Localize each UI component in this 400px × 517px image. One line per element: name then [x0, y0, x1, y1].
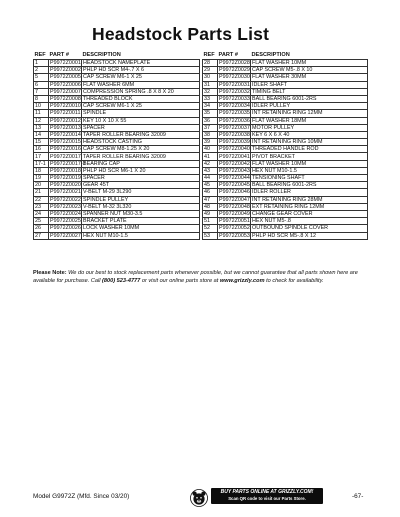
- ref-cell: 17-1: [34, 160, 49, 167]
- table-row: [203, 88, 368, 95]
- table-row: [203, 218, 368, 225]
- description-cell: KEY 6 X 6 X 40: [251, 131, 368, 138]
- part-number-cell: P9972Z0048: [219, 203, 250, 210]
- table-row: [203, 210, 368, 217]
- description-cell: BALL BEARING 6001-2RS: [251, 95, 368, 102]
- part-number-cell: P9972Z0037: [219, 124, 250, 131]
- table-row: [203, 189, 368, 196]
- part-number-cell: P9972Z0046: [219, 189, 250, 196]
- ref-cell: 36: [203, 117, 218, 124]
- description-cell: OUTBOUND SPINDLE COVER: [251, 225, 368, 232]
- part-number-cell: P9972Z0044: [219, 175, 250, 182]
- table-row: [203, 110, 368, 117]
- part-number-cell: P9972Z0016: [50, 146, 81, 153]
- table-row: [34, 175, 200, 182]
- description-cell: PHLP HD SCR M5-.8 X 12: [251, 232, 368, 239]
- table-row: [34, 67, 200, 74]
- part-number-cell: P9972Z0038: [219, 131, 250, 138]
- description-cell: CAP SCREW M5-.8 X 10: [251, 67, 368, 74]
- parts-online-banner[interactable]: [211, 488, 323, 504]
- table-row: [34, 88, 200, 95]
- note-text: to check for availability.: [264, 278, 324, 284]
- table-row: [203, 146, 368, 153]
- part-number-cell: P9972Z0034: [219, 103, 250, 110]
- ref-cell: 10: [34, 103, 49, 110]
- ref-cell: 31: [203, 81, 218, 88]
- note-text: or visit our online parts store at: [140, 278, 220, 284]
- description-column-header: DESCRIPTION: [82, 52, 121, 58]
- ref-cell: 25: [34, 218, 49, 225]
- description-cell: PIVOT BRACKET: [251, 153, 368, 160]
- part-number-cell: P9972Z0017-1: [50, 160, 86, 167]
- ref-cell: 17: [34, 153, 49, 160]
- table-row: [34, 117, 200, 124]
- part-number-cell: P9972Z0030: [219, 74, 250, 81]
- table-row: [203, 117, 368, 124]
- part-number-cell: P9972Z0035: [219, 110, 250, 117]
- table-row: [34, 146, 200, 153]
- part-number-cell: P9972Z0028: [219, 60, 250, 67]
- description-cell: THREADED HANDLE ROD: [251, 146, 368, 153]
- table-row: [34, 124, 200, 131]
- description-cell: PHLP HD SCR M6-1 X 20: [82, 167, 200, 174]
- ref-cell: 27: [34, 232, 49, 239]
- ref-cell: 16: [34, 146, 49, 153]
- description-cell: FLAT WASHER 6MM: [82, 81, 200, 88]
- ref-cell: 52: [203, 225, 218, 232]
- ref-cell: 1: [34, 60, 49, 67]
- part-number-cell: P9972Z0047: [219, 196, 250, 203]
- description-cell: IDLER ROLLER: [251, 189, 368, 196]
- description-cell: V-BELT M-32 3L320: [82, 203, 200, 210]
- note-label: Please Note:: [33, 270, 67, 276]
- ref-cell: 11: [34, 110, 49, 117]
- table-row: [34, 182, 200, 189]
- description-cell: THREADED BLOCK: [82, 95, 200, 102]
- table-row: [203, 139, 368, 146]
- part-number-cell: P9972Z0039: [219, 139, 250, 146]
- table-row: [34, 196, 200, 203]
- part-number-cell: P9972Z0032: [219, 88, 250, 95]
- description-cell: IDLER SHAFT: [251, 81, 368, 88]
- ref-cell: 21: [34, 189, 49, 196]
- ref-cell: 28: [203, 60, 218, 67]
- ref-cell: 37: [203, 124, 218, 131]
- ref-cell: 44: [203, 175, 218, 182]
- table-row: [203, 225, 368, 232]
- part-number-column-header: PART #: [218, 52, 238, 58]
- table-row: [34, 232, 200, 239]
- ref-cell: 34: [203, 103, 218, 110]
- page-number: -67-: [352, 493, 364, 500]
- part-number-cell: P9972Z0041: [219, 153, 250, 160]
- model-footer: Model G9972Z (Mfd. Since 03/20): [33, 493, 130, 500]
- part-number-cell: P9972Z0052: [219, 225, 250, 232]
- description-cell: PHLP HD SCR M4-.7 X 6: [82, 67, 200, 74]
- table-header-row: [34, 51, 200, 60]
- description-cell: HEADSTOCK NAMEPLATE: [82, 60, 200, 67]
- description-cell: MOTOR PULLEY: [251, 124, 368, 131]
- parts-tables: [33, 51, 368, 240]
- description-cell: CAP SCREW M6-1 X 25: [82, 103, 200, 110]
- description-cell: CAP SCREW M6-1 X 25: [82, 74, 200, 81]
- table-row: [203, 103, 368, 110]
- part-number-column-header: PART #: [49, 52, 69, 58]
- ref-cell: 7: [34, 88, 49, 95]
- part-number-cell: P9972Z0042: [219, 160, 250, 167]
- ref-cell: 29: [203, 67, 218, 74]
- table-row: [203, 153, 368, 160]
- table-row: [34, 60, 200, 67]
- description-cell: FLAT WASHER 10MM: [251, 160, 368, 167]
- description-cell: SPACER: [82, 175, 200, 182]
- ref-cell: 46: [203, 189, 218, 196]
- table-row: [203, 232, 368, 239]
- ref-cell: 40: [203, 146, 218, 153]
- description-cell: SPACER: [82, 124, 200, 131]
- parts-store-link[interactable]: www.grizzly.com: [219, 278, 265, 284]
- part-number-cell: P9972Z0013: [50, 124, 81, 131]
- part-number-cell: P9972Z0001: [50, 60, 81, 67]
- table-row: [34, 139, 200, 146]
- phone-number: (800) 523-4777: [102, 278, 141, 284]
- table-row: [34, 74, 200, 81]
- part-number-cell: P9972Z0043: [219, 167, 250, 174]
- description-cell: TAPER ROLLER BEARING 32009: [82, 153, 200, 160]
- description-cell: CAP SCREW M8-1.25 X 20: [82, 146, 200, 153]
- table-row: [34, 160, 200, 167]
- table-row: [34, 95, 200, 102]
- table-row: [34, 110, 200, 117]
- banner-headline: BUY PARTS ONLINE AT GRIZZLY.COM!: [220, 489, 314, 495]
- description-cell: FLAT WASHER 10MM: [251, 60, 368, 67]
- availability-note: [33, 269, 369, 285]
- table-row: [34, 189, 200, 196]
- page-title: Headstock Parts List: [92, 24, 270, 44]
- part-number-cell: P9972Z0040: [219, 146, 250, 153]
- description-cell: TENSIONING SHAFT: [251, 175, 368, 182]
- part-number-cell: P9972Z0022: [50, 196, 81, 203]
- part-number-cell: P9972Z0021: [50, 189, 81, 196]
- table-row: [34, 103, 200, 110]
- description-cell: INT RETAINING RING 10MM: [251, 139, 368, 146]
- ref-cell: 20: [34, 182, 49, 189]
- ref-cell: 53: [203, 232, 218, 239]
- table-row: [203, 124, 368, 131]
- ref-cell: 13: [34, 124, 49, 131]
- table-row: [203, 67, 368, 74]
- description-cell: SPINDLE PULLEY: [82, 196, 200, 203]
- table-row: [203, 131, 368, 138]
- description-cell: INT RETAINING RING 28MM: [251, 196, 368, 203]
- part-number-cell: P9972Z0033: [219, 96, 250, 103]
- ref-cell: 51: [203, 218, 218, 225]
- part-number-cell: P9972Z0049: [219, 211, 250, 218]
- part-number-cell: P9972Z0010: [50, 103, 81, 110]
- part-number-cell: P9972Z0031: [219, 81, 250, 88]
- ref-cell: 24: [34, 210, 49, 217]
- ref-column-header: REF: [203, 52, 215, 58]
- ref-cell: 8: [34, 95, 49, 102]
- parts-table-right: [202, 51, 368, 240]
- table-row: [34, 225, 200, 232]
- ref-cell: 42: [203, 160, 218, 167]
- description-cell: V-BELT M-29 3L290: [82, 189, 200, 196]
- part-number-cell: P9972Z0053: [219, 232, 250, 239]
- ref-cell: 5: [34, 74, 49, 81]
- part-number-cell: P9972Z0029: [219, 67, 250, 74]
- part-number-cell: P9972Z0018: [50, 167, 81, 174]
- ref-cell: 22: [34, 196, 49, 203]
- description-cell: BALL BEARING 6001-2RS: [251, 182, 368, 189]
- table-row: [34, 218, 200, 225]
- table-row: [203, 182, 368, 189]
- part-number-cell: P9972Z0017: [50, 153, 81, 160]
- description-cell: BRACKET PLATE: [82, 218, 200, 225]
- ref-cell: 35: [203, 110, 218, 117]
- table-row: [34, 167, 200, 174]
- table-row: [34, 131, 200, 138]
- part-number-cell: P9972Z0014: [50, 131, 81, 138]
- table-row: [203, 203, 368, 210]
- part-number-cell: P9972Z0015: [50, 139, 81, 146]
- part-number-cell: P9972Z0002: [50, 67, 81, 74]
- description-cell: SPINDLE: [82, 110, 200, 117]
- ref-cell: 23: [34, 203, 49, 210]
- ref-cell: 2: [34, 67, 49, 74]
- part-number-cell: P9972Z0019: [50, 175, 81, 182]
- ref-cell: 45: [203, 182, 218, 189]
- table-row: [203, 175, 368, 182]
- ref-cell: 32: [203, 88, 218, 95]
- table-row: [203, 81, 368, 88]
- part-number-cell: P9972Z0026: [50, 225, 81, 232]
- part-number-cell: P9972Z0025: [50, 218, 81, 225]
- description-cell: HEX NUT M10-1.5: [251, 167, 368, 174]
- description-cell: HEX NUT M5-.8: [251, 218, 368, 225]
- part-number-cell: P9972Z0005: [50, 74, 81, 81]
- description-cell: COMPRESSION SPRING .8 X 8 X 20: [82, 88, 200, 95]
- table-row: [34, 210, 200, 217]
- part-number-cell: P9972Z0051: [219, 218, 250, 225]
- description-cell: FLAT WASHER 30MM: [251, 74, 368, 81]
- note-text: We do our best to stock replacement parts whenever possible, but we cannot guarantee that all parts shown here are available for purchase. Call: [33, 270, 358, 284]
- part-number-cell: P9972Z0045: [219, 182, 250, 189]
- ref-cell: 14: [34, 131, 49, 138]
- description-cell: EXT RETAINING RING 12MM: [251, 203, 368, 210]
- ref-cell: 48: [203, 203, 218, 210]
- parts-table-body: [34, 60, 200, 240]
- table-header-row: [203, 51, 368, 60]
- table-row: [203, 167, 368, 174]
- ref-cell: 41: [203, 153, 218, 160]
- part-number-cell: P9972Z0023: [50, 203, 81, 210]
- description-cell: TIMING BELT: [251, 88, 368, 95]
- table-row: [34, 153, 200, 160]
- ref-cell: 18: [34, 167, 49, 174]
- ref-cell: 49: [203, 210, 218, 217]
- description-cell: IDLER PULLEY: [251, 103, 368, 110]
- part-number-cell: P9972Z0008: [50, 96, 81, 103]
- grizzly-bear-logo-icon: [190, 489, 208, 512]
- description-cell: INT RETAINING RING 12MM: [251, 110, 368, 117]
- parts-table-left: [33, 51, 200, 240]
- table-row: [34, 81, 200, 88]
- ref-cell: 30: [203, 74, 218, 81]
- description-cell: LOCK WASHER 10MM: [82, 225, 200, 232]
- part-number-cell: P9972Z0036: [219, 117, 250, 124]
- ref-cell: 47: [203, 196, 218, 203]
- part-number-cell: P9972Z0027: [50, 232, 81, 239]
- part-number-cell: P9972Z0020: [50, 182, 81, 189]
- part-number-cell: P9972Z0012: [50, 117, 81, 124]
- description-cell: FLAT WASHER 18MM: [251, 117, 368, 124]
- description-cell: CHANGE GEAR COVER: [251, 210, 368, 217]
- ref-cell: 39: [203, 139, 218, 146]
- part-number-cell: P9972Z0007: [50, 88, 81, 95]
- description-cell: GEAR 45T: [82, 182, 200, 189]
- table-row: [203, 74, 368, 81]
- ref-cell: 12: [34, 117, 49, 124]
- ref-cell: 33: [203, 95, 218, 102]
- table-row: [203, 196, 368, 203]
- part-number-cell: P9972Z0006: [50, 81, 81, 88]
- ref-cell: 43: [203, 167, 218, 174]
- table-row: [203, 60, 368, 67]
- ref-cell: 38: [203, 131, 218, 138]
- ref-cell: 26: [34, 225, 49, 232]
- description-column-header: DESCRIPTION: [251, 52, 290, 58]
- description-cell: TAPER ROLLER BEARING 32009: [82, 131, 200, 138]
- table-row: [34, 203, 200, 210]
- description-cell: KEY 10 X 10 X 55: [82, 117, 200, 124]
- table-row: [203, 160, 368, 167]
- parts-table-body: [203, 60, 368, 240]
- part-number-cell: P9972Z0011: [50, 110, 81, 117]
- description-cell: SPANNER NUT M30-3.5: [82, 210, 200, 217]
- part-number-cell: P9972Z0024: [50, 211, 81, 218]
- description-cell: HEX NUT M10-1.5: [82, 232, 200, 239]
- banner-subline: Scan QR code to visit our Parts Store.: [228, 496, 306, 501]
- ref-cell: 19: [34, 175, 49, 182]
- table-row: [203, 95, 368, 102]
- ref-cell: 15: [34, 139, 49, 146]
- ref-column-header: REF: [34, 52, 46, 58]
- ref-cell: 6: [34, 81, 49, 88]
- description-cell: HEADSTOCK CASTING: [82, 139, 200, 146]
- description-cell: BEARING CAP: [82, 160, 200, 167]
